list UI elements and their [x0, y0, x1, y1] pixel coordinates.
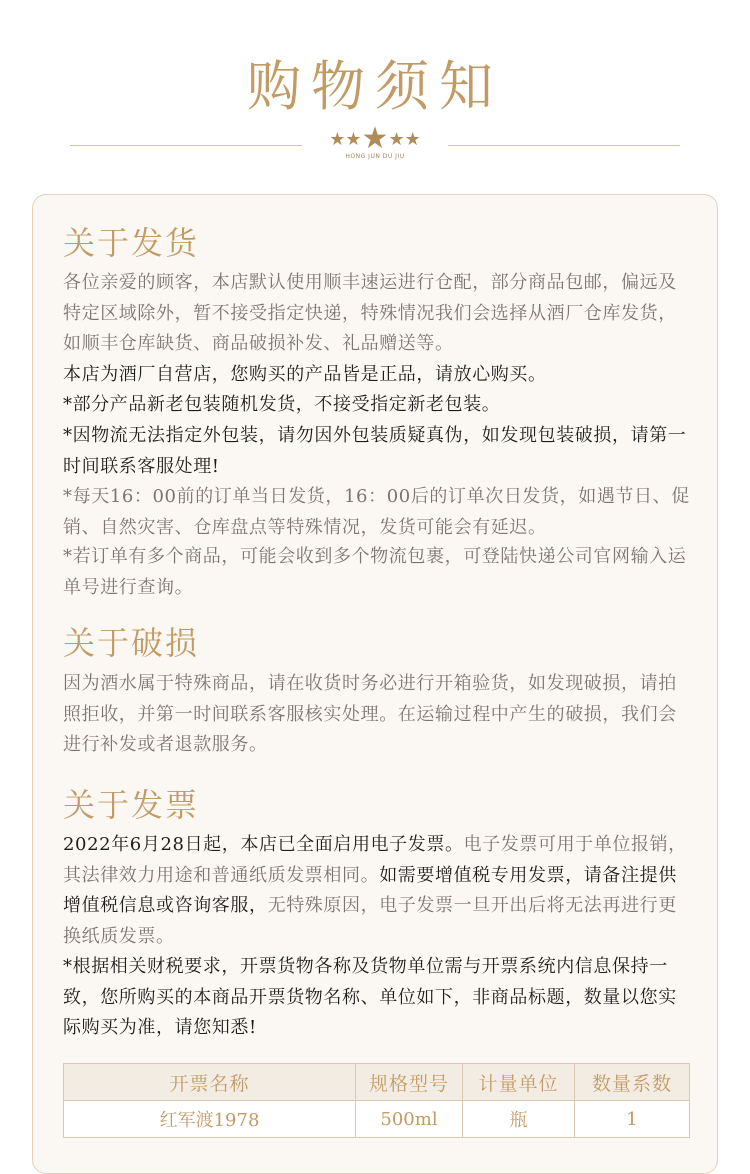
- star-icon: ★: [404, 129, 421, 150]
- section-heading-shipping: 关于发货: [63, 224, 200, 262]
- star-icon: ★: [329, 129, 346, 150]
- star-icon-large: ★: [361, 121, 389, 156]
- star-icon: ★: [345, 129, 362, 150]
- table-row: [64, 1101, 690, 1138]
- shipping-paragraph-3: *部分产品新老包装随机发货，不接受指定新老包装。: [63, 394, 501, 415]
- invoice-text-electronic: 电子发票可用于单位报销，其法律效力用途和普通纸质发票相同。: [63, 834, 687, 886]
- invoice-table: [63, 1063, 690, 1138]
- column-header: 开票名称: [64, 1064, 356, 1101]
- shipping-paragraph-2: 本店为酒厂自营店，您购买的产品皆是正品，请放心购买。: [63, 364, 547, 385]
- page-title: 购物须知: [247, 55, 503, 118]
- cell-spec: 500ml: [356, 1101, 463, 1138]
- shipping-paragraph-4: *因物流无法指定外包装，请勿因外包装质疑真伪，如发现包装破损，请第一时间联系客服处理!: [63, 425, 687, 477]
- shipping-paragraph-1: 各位亲爱的顾客，本店默认使用顺丰速运进行仓配，部分商品包邮，偏远及特定区域除外，暂不接受指定快递，特殊情况我们会选择从酒厂仓库发货，如顺丰仓库缺货、商品破损补发、礼品赠送等。: [63, 272, 677, 354]
- invoice-text-no-change: 无特殊原因，电子发票一旦开出后将无法再进行更换纸质发票。: [63, 895, 677, 947]
- notice-card: [32, 194, 718, 1174]
- invoice-paragraph-2: *根据相关财税要求，开票货物各称及货物单位需与开票系统内信息保持一致，您所购买的本商品开票货物名称、单位如下，非商品标题，数量以您实际购买为准，请您知悉!: [63, 956, 677, 1038]
- column-header: 计量单位: [463, 1064, 575, 1101]
- invoice-text-start-date: 2022年6月28日起，本店已全面启用电子发票。: [63, 834, 464, 855]
- divider-line-right: [448, 145, 680, 146]
- shipping-paragraph-5: *每天16：00前的订单当日发货，16：00后的订单次日发货，如遇节日、促销、自然灾害、仓库盘点等特殊情况，发货可能会有延迟。: [63, 486, 690, 538]
- cell-unit: 瓶: [463, 1101, 575, 1138]
- section-heading-invoice: 关于发票: [63, 786, 200, 824]
- invoice-text-vat: 如需要增值税专用发票，请备注提供增值税信息或咨询客服，: [63, 864, 677, 916]
- damage-paragraph-1: 因为酒水属于特殊商品，请在收货时务必进行开箱验货，如发现破损，请拍照拒收，并第一时间联系客服核实处理。在运输过程中产生的破损，我们会进行补发或者退款服务。: [63, 673, 677, 755]
- cell-quantity-factor: 1: [575, 1101, 690, 1138]
- shipping-paragraph-6: *若订单有多个商品，可能会收到多个物流包裹，可登陆快递公司官网输入运单号进行查询。: [63, 546, 687, 598]
- invoice-table-header: [64, 1064, 690, 1101]
- star-icon: ★: [388, 129, 405, 150]
- title-divider: [70, 121, 680, 162]
- brand-subtitle: HONG JUN DU JIU: [345, 153, 405, 160]
- star-ornament: [310, 121, 440, 156]
- cell-invoice-name: 红军渡1978: [64, 1101, 356, 1138]
- section-heading-damage: 关于破损: [63, 624, 200, 662]
- column-header: 规格型号: [356, 1064, 463, 1101]
- divider-line-left: [70, 145, 302, 146]
- invoice-paragraph-1: [63, 830, 693, 952]
- column-header: 数量系数: [575, 1064, 690, 1101]
